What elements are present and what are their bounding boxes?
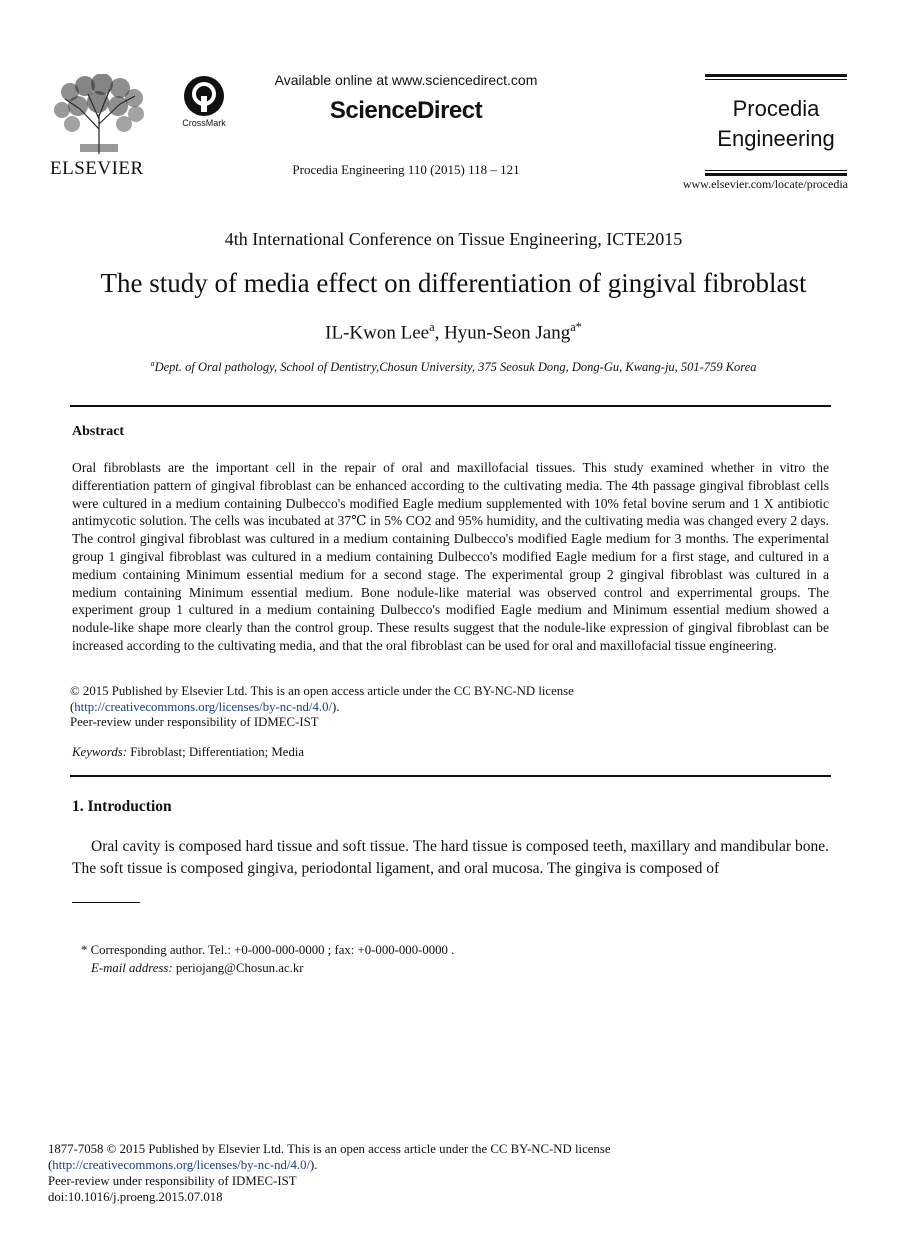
author-1: IL-Kwon Lee xyxy=(325,322,430,344)
crossmark-badge[interactable] xyxy=(176,74,232,132)
author-separator: , xyxy=(434,322,445,344)
email-label: E-mail address: xyxy=(91,961,173,975)
footer-issn-line: 1877-7058 © 2015 Published by Elsevier Ltd. This is an open access article under the CC BY-NC-ND license xyxy=(48,1142,611,1156)
journal-title-line2: Engineering xyxy=(717,126,835,151)
authors xyxy=(0,320,907,344)
intro-heading: 1. Introduction xyxy=(72,798,172,815)
intro-body: Oral cavity is composed hard tissue and soft tissue. The hard tissue is composed teeth, maxillary and mandibular bone. The soft tissue is composed gingiva, periodontal ligament, and oral mucosa. The gingiva is composed of xyxy=(72,838,829,877)
elsevier-logo xyxy=(50,74,148,180)
journal-rule-bottom2 xyxy=(705,173,847,176)
journal-title xyxy=(705,94,847,154)
journal-url[interactable]: www.elsevier.com/locate/procedia xyxy=(682,177,848,191)
affiliation xyxy=(0,359,907,375)
keywords-label: Keywords: xyxy=(72,745,127,759)
divider-bottom xyxy=(70,775,831,777)
license-close: ). xyxy=(332,699,340,714)
abstract-body: Oral fibroblasts are the important cell in the repair of oral and maxillofacial tissues. This study examined whether in vitro the differentiation pattern of gingival fibroblast can be enhanced according to the cultivating media. The 4th passage gingival fibroblast cells were cultured in a medium containing Dulbecco's modified Eagle medium supplemented with 10% fetal bovine serum and 1 X antibiotic antimycotic solution. The cells was incubated at 37℃ in 5% CO2 and 95% humidity, and the cultivating media was changed every 2 days. The control gingival fibroblast was cultured in a medium containing Dulbecco's modified Eagle medium for 3 months. The experimental group 1 gingival fibroblast was cultured in a medium containing Dulbecco's modified Eagle medium for a first stage, and cultured in a medium containing Minimum essential medium for a second stage. The experimental group 2 gingival fibroblast was cultured in a medium containing Minimum essential medium. Bone nodule-like material was observed control and experrimental groups. The experiment group 1 cultured in a medium containing Dulbecco's modified Eagle medium and Minimum essential medium showed a nodule-like shape more clearly than the control group. These results suggest that the nodule-like expression of gingival fibroblast can be increased according to the cultivating media, and that the oral fibroblast can be used for oral and maxillofacial tissue engineering. xyxy=(72,460,829,653)
author-2-sup: a* xyxy=(570,320,582,334)
footer-open: ( xyxy=(48,1158,53,1172)
peer-review: Peer-review under responsibility of IDMEC-IST xyxy=(70,715,319,729)
footer-peer-review: Peer-review under responsibility of IDMEC-IST xyxy=(48,1174,297,1188)
affiliation-text: Dept. of Oral pathology, School of Dentistry,Chosun University, 375 Seosuk Dong, Dong-Gu, Kwang-ju, 501-759 Korea xyxy=(154,360,757,375)
citation: Procedia Engineering 110 (2015) 118 – 121 xyxy=(292,162,520,177)
license-block xyxy=(70,684,770,731)
crossmark-icon xyxy=(182,74,226,118)
keywords xyxy=(72,745,304,760)
license-link[interactable]: http://creativecommons.org/licenses/by-nc-nd/4.0/ xyxy=(74,699,333,714)
author-1-sup: a xyxy=(429,320,435,334)
footnote-email xyxy=(91,961,303,976)
email-value[interactable]: periojang@Chosun.ac.kr xyxy=(175,961,304,975)
available-online: Available online at www.sciencedirect.com xyxy=(274,72,538,88)
keywords-value: Fibroblast; Differentiation; Media xyxy=(130,745,305,759)
author-2: Hyun-Seon Jang xyxy=(444,322,571,344)
elsevier-tree-icon xyxy=(50,74,148,156)
elsevier-wordmark: ELSEVIER xyxy=(50,158,144,179)
license-url-line xyxy=(70,700,770,716)
crossmark-label: CrossMark xyxy=(182,118,226,128)
abstract-heading: Abstract xyxy=(72,424,125,439)
footnote-rule xyxy=(72,902,140,903)
sciencedirect-brand[interactable]: ScienceDirect xyxy=(329,97,483,124)
paper-title: The study of media effect on differentiation of gingival fibroblast xyxy=(100,268,807,298)
license-open: ( xyxy=(70,699,75,714)
page-footer xyxy=(48,1141,808,1205)
journal-rule-top2 xyxy=(705,79,847,80)
footer-license-link[interactable]: http://creativecommons.org/licenses/by-nc-nd/4.0/ xyxy=(52,1158,311,1172)
conference-name: 4th International Conference on Tissue Engineering, ICTE2015 xyxy=(224,229,683,249)
journal-title-line1: Procedia xyxy=(732,96,820,121)
license-line: © 2015 Published by Elsevier Ltd. This is an open access article under the CC BY-NC-ND license xyxy=(70,684,574,698)
divider-top xyxy=(70,405,831,407)
journal-rule-top xyxy=(705,74,847,77)
footer-doi[interactable]: doi:10.1016/j.proeng.2015.07.018 xyxy=(48,1190,223,1204)
footer-url-line xyxy=(48,1157,808,1173)
footer-close: ). xyxy=(310,1158,318,1172)
affiliation-sup: a xyxy=(150,359,155,368)
journal-rule-bottom xyxy=(705,170,847,171)
footnote-corresponding: * Corresponding author. Tel.: +0-000-000-0000 ; fax: +0-000-000-0000 . xyxy=(81,943,455,957)
